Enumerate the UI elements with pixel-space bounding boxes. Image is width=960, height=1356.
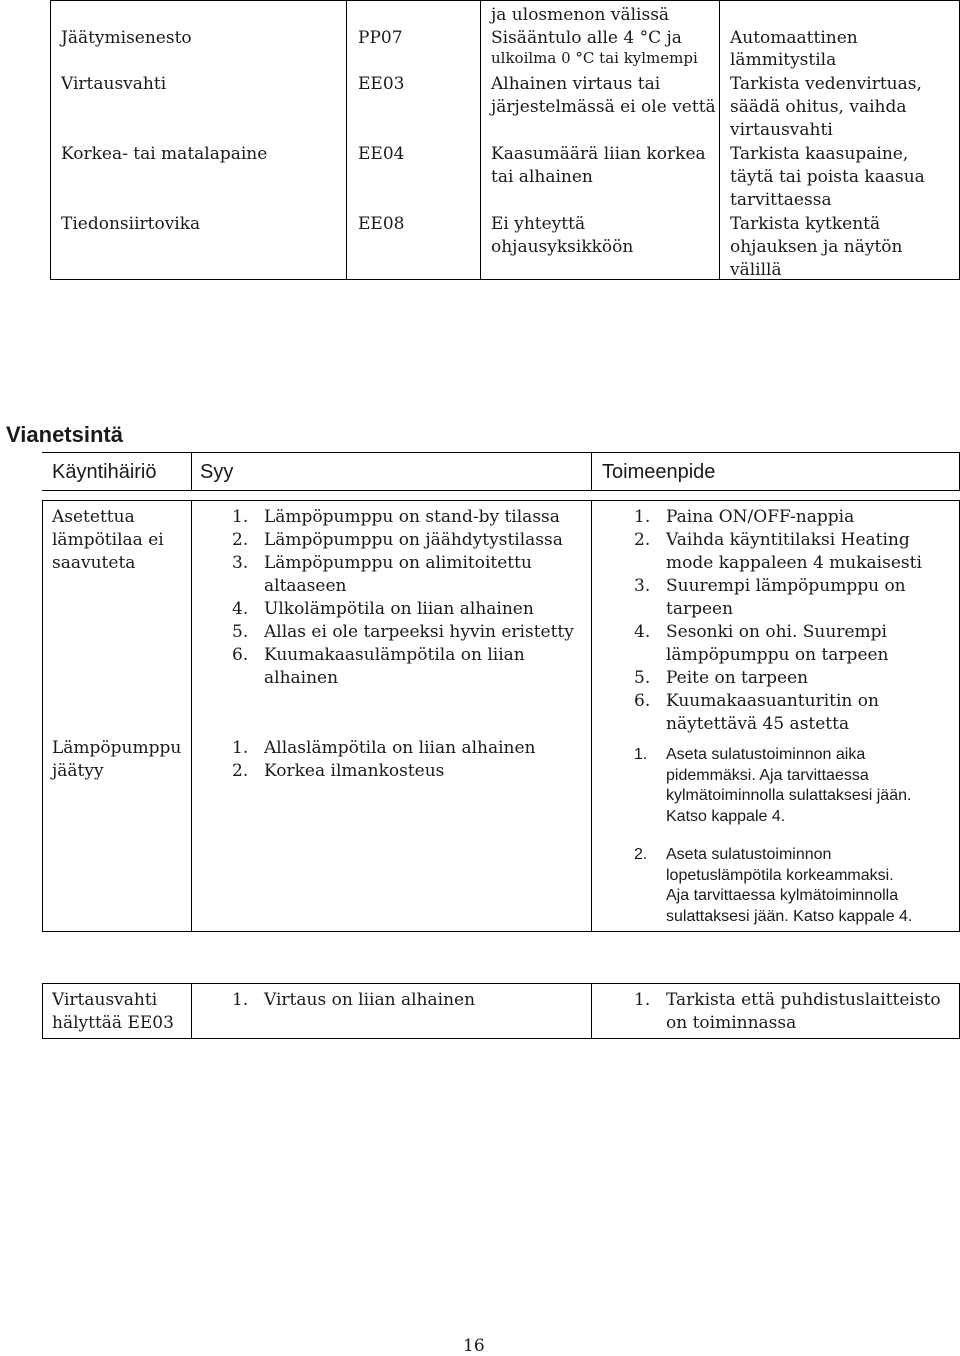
table-border (42, 490, 960, 491)
section-title: Vianetsintä (6, 422, 123, 447)
item-number: 1. (232, 990, 249, 1010)
list-item (232, 529, 582, 552)
list-item (232, 598, 582, 621)
item-text: Tarkista että puhdistuslaitteisto (666, 990, 941, 1010)
fix-cell: tarvittaessa (730, 190, 832, 210)
table-border (42, 931, 192, 932)
list-item (634, 989, 954, 1035)
table-border (719, 0, 720, 280)
fix-cell: Tarkista kytkentä (730, 214, 881, 234)
fix-cell: lämmitystila (730, 50, 837, 70)
cause-list (232, 506, 582, 690)
table-border (50, 0, 51, 280)
list-item (634, 690, 954, 736)
item-text: Kuumakaasulämpötila on liian (264, 645, 525, 665)
header-cause: Syy (200, 461, 234, 483)
item-text: tarpeen (666, 599, 734, 619)
fault-cell (52, 737, 181, 783)
fault-code-cell: EE04 (358, 144, 405, 164)
header-fault: Käyntihäiriö (52, 461, 157, 483)
item-number: 3. (634, 576, 651, 596)
fault-code-table (50, 0, 960, 280)
header-action: Toimeenpide (602, 461, 716, 483)
table-border (591, 500, 592, 932)
cause-cell: ja ulosmenon välissä (491, 5, 670, 25)
item-number: 1. (634, 990, 651, 1010)
cause-cell: ohjausyksikköön (491, 237, 634, 257)
action-list (634, 745, 954, 827)
list-item (634, 621, 954, 667)
list-item (634, 575, 954, 621)
list-item (634, 667, 954, 690)
cause-cell: Sisääntulo alle 4 °C ja (491, 28, 682, 48)
fix-cell: välillä (730, 260, 782, 280)
action-list (634, 845, 954, 927)
list-item (232, 621, 582, 644)
item-text: mode kappaleen 4 mukaisesti (666, 553, 922, 573)
fault-text: Asetettua (52, 507, 135, 527)
item-number: 2. (634, 846, 648, 863)
fault-text: lämpötilaa ei (52, 530, 164, 550)
fix-cell: säädä ohitus, vaihda (730, 97, 907, 117)
table-border (42, 983, 43, 1039)
item-text: Lämpöpumppu on jäähdytystilassa (264, 530, 563, 550)
item-text: Peite on tarpeen (666, 668, 809, 688)
item-number: 2. (634, 530, 651, 550)
table-border (191, 931, 960, 932)
cause-cell: Ei yhteyttä (491, 214, 586, 234)
item-text: Virtaus on liian alhainen (264, 990, 476, 1010)
action-list (634, 506, 954, 736)
fix-cell: Automaattinen (730, 28, 858, 48)
item-text: kylmätoiminnolla sulattaksesi jään. (666, 787, 912, 804)
item-text: Aja tarvittaessa kylmätoiminnolla (666, 887, 899, 904)
item-text: pidemmäksi. Aja tarvittaessa (666, 766, 869, 784)
item-text: Paina ON/OFF-nappia (666, 507, 855, 527)
list-item (232, 644, 582, 690)
list-item (232, 506, 582, 529)
table-border (346, 0, 347, 280)
fault-name-cell: Tiedonsiirtovika (61, 214, 201, 234)
table-border (591, 452, 592, 490)
item-number: 1. (634, 746, 648, 763)
item-text: Vaihda käyntitilaksi Heating (666, 530, 910, 550)
table-border (50, 0, 959, 1)
item-number: 2. (232, 761, 249, 781)
list-item (232, 989, 582, 1012)
item-number: 4. (232, 599, 249, 619)
table-border (480, 0, 481, 280)
table-border (591, 983, 592, 1039)
list-item (232, 760, 582, 783)
item-text: Kuumakaasuanturitin on (666, 691, 879, 711)
item-text: Aseta sulatustoiminnon aika (666, 746, 866, 763)
item-text: näytettävä 45 astetta (666, 714, 850, 734)
action-list (634, 989, 954, 1035)
item-text: Aseta sulatustoiminnon (666, 846, 832, 863)
item-text: Ulkolämpötila on liian alhainen (264, 599, 534, 619)
fault-code-cell: PP07 (358, 28, 403, 48)
table-border (42, 500, 43, 932)
list-item (634, 845, 954, 927)
fault-name-cell: Korkea- tai matalapaine (61, 144, 268, 164)
list-item (232, 737, 582, 760)
item-text: Lämpöpumppu on stand-by tilassa (264, 507, 560, 527)
cause-cell: ulkoilma 0 °C tai kylmempi (491, 49, 698, 67)
item-text: Katso kappale 4. (666, 807, 786, 825)
item-number: 1. (232, 507, 249, 527)
fix-cell: Tarkista vedenvirtuas, (730, 74, 922, 94)
item-number: 1. (232, 738, 249, 758)
item-number: 6. (634, 691, 651, 711)
cause-cell: järjestelmässä ei ole vettä (491, 97, 716, 117)
fix-cell: virtausvahti (730, 120, 833, 140)
fix-cell: Tarkista kaasupaine, (730, 144, 909, 164)
item-number: 5. (634, 668, 651, 688)
list-item (634, 745, 954, 827)
fault-cell (52, 506, 164, 575)
table-border (191, 983, 192, 1039)
cause-cell: Alhainen virtaus tai (491, 74, 661, 94)
item-text: sulattaksesi jään. Katso kappale 4. (666, 907, 913, 925)
list-item (634, 529, 954, 575)
table-border (42, 983, 960, 984)
fault-code-cell: EE08 (358, 214, 405, 234)
fault-cell (52, 989, 174, 1035)
item-number: 6. (232, 645, 249, 665)
cause-cell: tai alhainen (491, 167, 593, 187)
item-text: lopetuslämpötila korkeammaksi. (666, 866, 894, 884)
item-text: lämpöpumppu on tarpeen (666, 645, 889, 665)
fault-text: saavuteta (52, 553, 136, 573)
item-text: altaaseen (264, 576, 347, 596)
table-border (42, 500, 960, 501)
table-border (191, 500, 192, 932)
flow-alarm-table (42, 983, 960, 1039)
fault-name-cell: Jäätymisenesto (61, 28, 192, 48)
cause-list (232, 989, 582, 1012)
list-item (232, 552, 582, 598)
item-number: 1. (634, 507, 651, 527)
fault-text: Virtausvahti (52, 990, 158, 1010)
fault-text: jäätyy (52, 761, 104, 781)
page-number: 16 (463, 1336, 485, 1356)
fault-text: hälyttää EE03 (52, 1013, 174, 1033)
troubleshooting-table (42, 452, 960, 932)
fix-cell: ohjauksen ja näytön (730, 237, 903, 257)
item-text: Suurempi lämpöpumppu on (666, 576, 906, 596)
item-number: 5. (232, 622, 249, 642)
item-text: Allaslämpötila on liian alhainen (264, 738, 536, 758)
fault-code-cell: EE03 (358, 74, 405, 94)
item-text: Sesonki on ohi. Suurempi (666, 622, 887, 642)
fix-cell: täytä tai poista kaasua (730, 167, 925, 187)
item-text: Lämpöpumppu on alimitoitettu (264, 553, 532, 573)
list-item (634, 506, 954, 529)
fault-name-cell: Virtausvahti (61, 74, 167, 94)
item-number: 2. (232, 530, 249, 550)
table-border (42, 1038, 960, 1039)
table-border (50, 279, 959, 280)
item-number: 4. (634, 622, 651, 642)
item-text: Korkea ilmankosteus (264, 761, 445, 781)
cause-list (232, 737, 582, 783)
table-border (191, 452, 192, 490)
item-number: 3. (232, 553, 249, 573)
table-border (42, 452, 960, 453)
fault-text: Lämpöpumppu (52, 738, 182, 758)
item-text: alhainen (264, 668, 339, 688)
item-text: on toiminnassa (666, 1013, 797, 1033)
item-text: Allas ei ole tarpeeksi hyvin eristetty (264, 622, 574, 642)
cause-cell: Kaasumäärä liian korkea (491, 144, 706, 164)
